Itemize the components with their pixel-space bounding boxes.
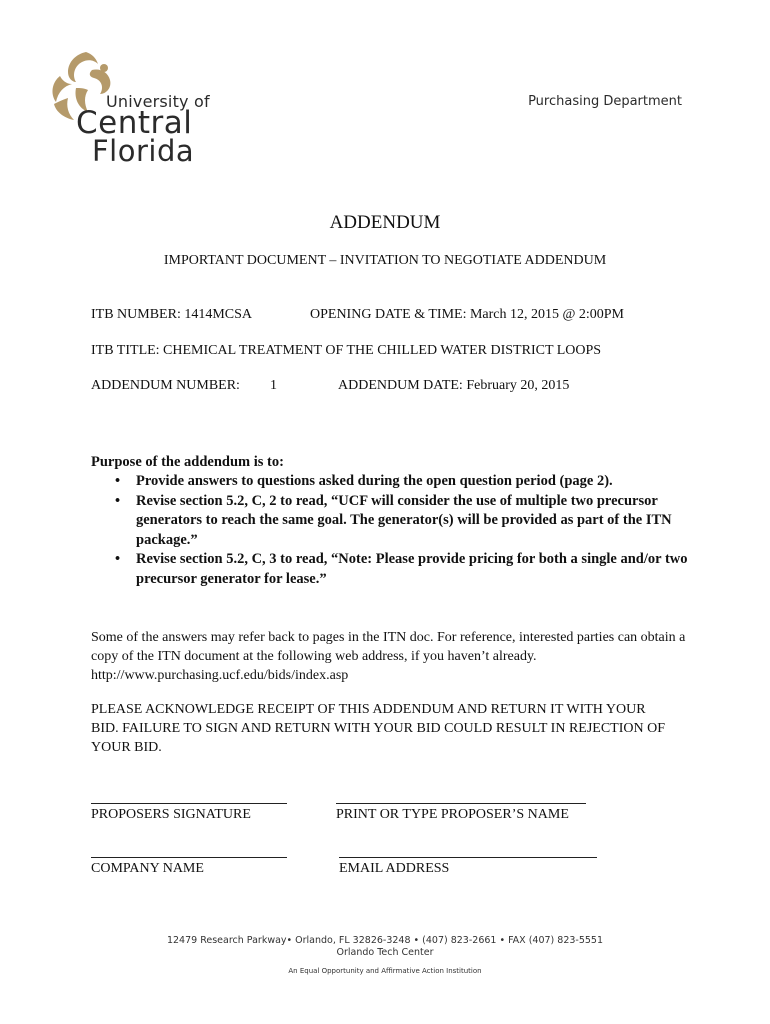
footer-center: Orlando Tech Center: [336, 947, 434, 958]
company-name-line[interactable]: [91, 857, 287, 858]
addendum-number-value: 1: [270, 378, 277, 393]
logo-text-university-of: University of: [106, 92, 210, 111]
print-name-label: PRINT OR TYPE PROPOSER’S NAME: [336, 807, 569, 822]
reference-text: Some of the answers may refer back to pages in the ITN doc. For reference, interested parties can obtain a copy of the ITN document at the following web address, if you haven’t already.: [91, 630, 686, 664]
footer-address: 12479 Research Parkway• Orlando, FL 32826-3248 • (407) 823-2661 • FAX (407) 823-5551: [166, 935, 604, 946]
document-subtitle: IMPORTANT DOCUMENT – INVITATION TO NEGOTIATE ADDENDUM: [163, 253, 607, 268]
logo-text-florida: Florida: [92, 134, 195, 168]
document-title: ADDENDUM: [329, 212, 441, 233]
reference-url: http://www.purchasing.ucf.edu/bids/index.asp: [91, 668, 349, 683]
email-address-label: EMAIL ADDRESS: [339, 861, 450, 876]
list-item: [91, 550, 701, 589]
purpose-heading: Purpose of the addendum is to:: [91, 454, 284, 470]
opening-date-time: OPENING DATE & TIME: March 12, 2015 @ 2:00PM: [310, 307, 625, 322]
bullet-icon: •: [115, 551, 121, 567]
footer-eeo: An Equal Opportunity and Affirmative Action Institution: [288, 967, 482, 975]
purpose-item-text: Provide answers to questions asked during the open question period (page 2).: [136, 473, 613, 489]
purpose-item-text: Revise section 5.2, C, 3 to read, “Note: Please provide pricing for both a single and/or two precursor generator for lease.”: [136, 551, 688, 587]
bullet-icon: •: [115, 492, 121, 509]
bullet-icon: •: [115, 473, 121, 489]
reference-paragraph: [91, 628, 691, 685]
itb-title: ITB TITLE: CHEMICAL TREATMENT OF THE CHILLED WATER DISTRICT LOOPS: [91, 343, 602, 358]
department-name: Purchasing Department: [528, 94, 682, 109]
signature-line[interactable]: [91, 803, 287, 804]
list-item: [91, 472, 701, 492]
list-item: [91, 492, 701, 551]
addendum-date: ADDENDUM DATE: February 20, 2015: [338, 378, 570, 393]
company-name-label: COMPANY NAME: [91, 861, 204, 876]
itb-number: ITB NUMBER: 1414MCSA: [91, 307, 253, 322]
proposers-signature-label: PROPOSERS SIGNATURE: [91, 807, 251, 822]
ucf-logo: [46, 48, 226, 168]
purpose-list: [91, 472, 701, 589]
logo-text-central: Central: [76, 105, 193, 141]
print-name-line[interactable]: [336, 803, 586, 804]
acknowledge-paragraph: PLEASE ACKNOWLEDGE RECEIPT OF THIS ADDENDUM AND RETURN IT WITH YOUR BID. FAILURE TO SIGN AND RETURN WITH YOUR BID COULD RESULT IN REJECTION OF YOUR BID.: [91, 702, 666, 755]
addendum-number-label: ADDENDUM NUMBER:: [91, 378, 240, 393]
email-address-line[interactable]: [339, 857, 597, 858]
purpose-item-text: Revise section 5.2, C, 2 to read, “UCF will consider the use of multiple two precursor generators to reach the same goal. The generator(s) will be provided as part of the ITN package.”: [136, 492, 672, 548]
